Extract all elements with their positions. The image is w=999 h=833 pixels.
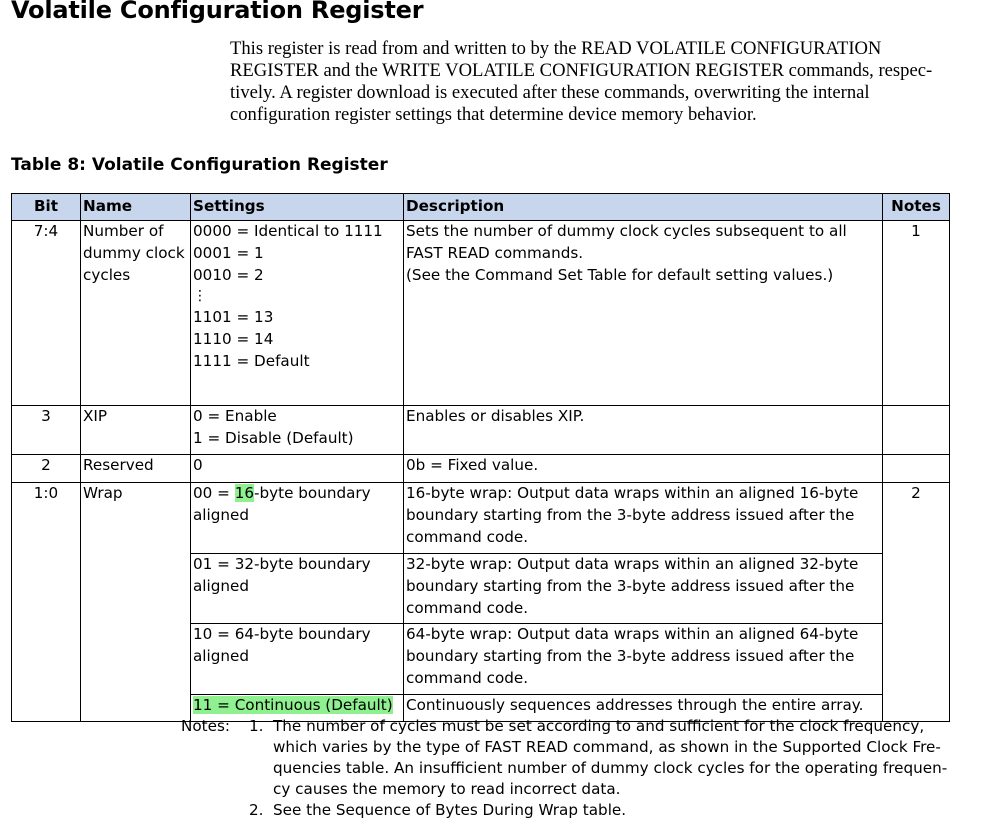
- cell-name: Wrap: [81, 483, 191, 722]
- note-line: quencies table. An insufficient number of dummy clock cycles for the operating frequen-: [273, 759, 948, 777]
- notes-label: Notes:: [181, 717, 230, 735]
- setting-line: [193, 483, 401, 505]
- setting-highlight: 16: [234, 484, 255, 502]
- cell-settings: [191, 221, 404, 406]
- setting-line: 10 = 64-byte boundary: [193, 625, 371, 643]
- cell-name: Reserved: [81, 455, 191, 483]
- cell-settings: [191, 406, 404, 455]
- description-line: 64-byte wrap: Output data wraps within an aligned 64-byte: [406, 625, 859, 643]
- cell-notes: 1: [883, 221, 950, 406]
- cell-description: [404, 221, 883, 406]
- cell-name: [81, 221, 191, 406]
- setting-line: 01 = 32-byte boundary: [193, 555, 371, 573]
- setting-line: 0 = Enable: [193, 407, 277, 425]
- name-line: dummy clock: [83, 243, 185, 262]
- register-table: [11, 193, 950, 722]
- cell-bit: 2: [12, 455, 81, 483]
- cell-notes: [883, 455, 950, 483]
- cell-description: Enables or disables XIP.: [404, 406, 883, 455]
- setting-line: 1111 = Default: [193, 351, 310, 370]
- note-item: [249, 800, 954, 821]
- table-row: [12, 455, 950, 483]
- setting-line: aligned: [193, 576, 249, 595]
- cell-description: 0b = Fixed value.: [404, 455, 883, 483]
- header-notes: Notes: [883, 194, 950, 221]
- intro-line: REGISTER and the WRITE VOLATILE CONFIGURATION REGISTER commands, respec-: [230, 60, 933, 81]
- table-row: [12, 406, 950, 455]
- description-line: command code.: [406, 668, 529, 687]
- header-bit: Bit: [12, 194, 81, 221]
- cell-settings: 0: [191, 455, 404, 483]
- setting-line: 0001 = 1: [193, 243, 264, 262]
- cell-settings: [191, 554, 404, 624]
- cell-bit: 3: [12, 406, 81, 455]
- setting-highlight: 11 = Continuous (Default): [193, 696, 393, 714]
- table-header-row: [12, 194, 950, 221]
- cell-settings: [191, 483, 404, 554]
- cell-bit: 7:4: [12, 221, 81, 406]
- description-line: boundary starting from the 3-byte address issued after the: [406, 576, 855, 595]
- page-title: Volatile Configuration Register: [11, 0, 424, 24]
- cell-notes: 2: [883, 483, 950, 722]
- header-settings: Settings: [191, 194, 404, 221]
- note-line: which varies by the type of FAST READ command, as shown in the Supported Clock Fre-: [273, 738, 941, 756]
- setting-line: 1 = Disable (Default): [193, 428, 354, 447]
- setting-line: 1110 = 14: [193, 330, 274, 349]
- cell-notes: [883, 406, 950, 455]
- setting-line: 1101 = 13: [193, 308, 274, 327]
- note-line: cy causes the memory to read incorrect data.: [273, 780, 621, 798]
- table-caption: Table 8: Volatile Configuration Register: [11, 155, 388, 175]
- ellipsis-vertical: ⋮: [193, 288, 207, 305]
- setting-line: 0010 = 2: [193, 265, 264, 284]
- cell-name: XIP: [81, 406, 191, 455]
- setting-line: aligned: [193, 646, 249, 665]
- cell-description: [404, 554, 883, 624]
- note-item: [249, 716, 954, 800]
- intro-paragraph: [230, 38, 960, 126]
- intro-line: tively. A register download is executed after these commands, overwriting the internal: [230, 82, 870, 103]
- description-line: command code.: [406, 598, 529, 617]
- cell-settings: [191, 624, 404, 695]
- name-line: cycles: [83, 265, 131, 284]
- note-line: The number of cycles must be set according to and sufficient for the clock frequency,: [273, 717, 925, 735]
- setting-prefix: 00 =: [193, 484, 235, 502]
- note-number: 2.: [249, 801, 264, 819]
- description-line: (See the Command Set Table for default setting values.): [406, 265, 834, 284]
- intro-line: This register is read from and written to by the READ VOLATILE CONFIGURATION: [230, 38, 882, 59]
- cell-description: Continuously sequences addresses through the entire array.: [404, 695, 883, 722]
- setting-line: aligned: [193, 505, 249, 524]
- description-line: 32-byte wrap: Output data wraps within an aligned 32-byte: [406, 555, 859, 573]
- cell-description: [404, 624, 883, 695]
- name-line: Number of: [83, 222, 164, 240]
- description-line: boundary starting from the 3-byte address issued after the: [406, 505, 855, 524]
- setting-line: 0000 = Identical to 1111: [193, 222, 383, 240]
- note-line: See the Sequence of Bytes During Wrap table.: [273, 801, 627, 819]
- cell-description: [404, 483, 883, 554]
- description-line: 16-byte wrap: Output data wraps within an aligned 16-byte: [406, 484, 859, 502]
- setting-suffix: -byte boundary: [254, 484, 371, 502]
- intro-line: configuration register settings that determine device memory behavior.: [230, 104, 757, 125]
- header-description: Description: [404, 194, 883, 221]
- description-line: Sets the number of dummy clock cycles subsequent to all: [406, 222, 847, 240]
- table-row: [12, 221, 950, 406]
- description-line: FAST READ commands.: [406, 243, 584, 262]
- description-line: command code.: [406, 527, 529, 546]
- table-row: [12, 483, 950, 554]
- description-line: boundary starting from the 3-byte address issued after the: [406, 646, 855, 665]
- header-name: Name: [81, 194, 191, 221]
- cell-bit: 1:0: [12, 483, 81, 722]
- note-number: 1.: [249, 717, 264, 735]
